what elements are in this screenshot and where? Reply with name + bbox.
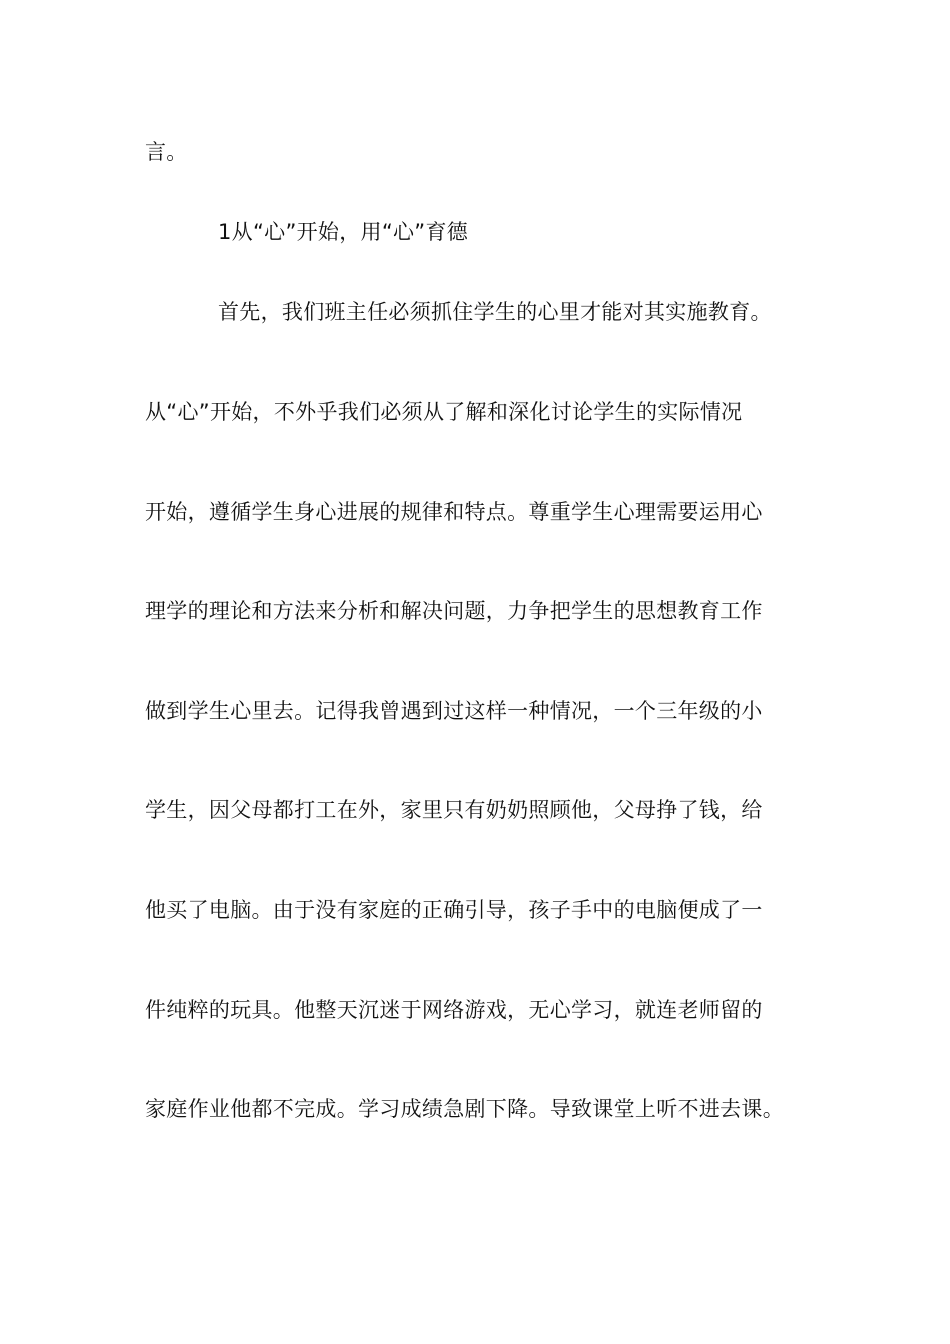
paragraph-line: 家庭作业他都不完成。学习成绩急剧下降。导致课堂上听不进去课。 [145, 1097, 784, 1121]
text-line-continuation: 言。 [145, 140, 188, 164]
paragraph-line: 学生，因父母都打工在外，家里只有奶奶照顾他，父母挣了钱，给 [145, 798, 763, 822]
paragraph-line: 他买了电脑。由于没有家庭的正确引导，孩子手中的电脑便成了一 [145, 898, 763, 922]
paragraph-line: 件纯粹的玩具。他整天沉迷于网络游戏，无心学习，就连老师留的 [145, 998, 763, 1022]
paragraph-line: 从“心”开始，不外乎我们必须从了解和深化讨论学生的实际情况 [145, 400, 743, 424]
paragraph-line: 开始，遵循学生身心进展的规律和特点。尊重学生心理需要运用心 [145, 500, 763, 524]
section-heading: 1从“心”开始，用“心”育德 [218, 220, 469, 244]
paragraph-line: 做到学生心里去。记得我曾遇到过这样一种情况，一个三年级的小 [145, 699, 763, 723]
paragraph-first-line: 首先，我们班主任必须抓住学生的心里才能对其实施教育。 [218, 300, 772, 324]
paragraph-line: 理学的理论和方法来分析和解决问题，力争把学生的思想教育工作 [145, 599, 763, 623]
